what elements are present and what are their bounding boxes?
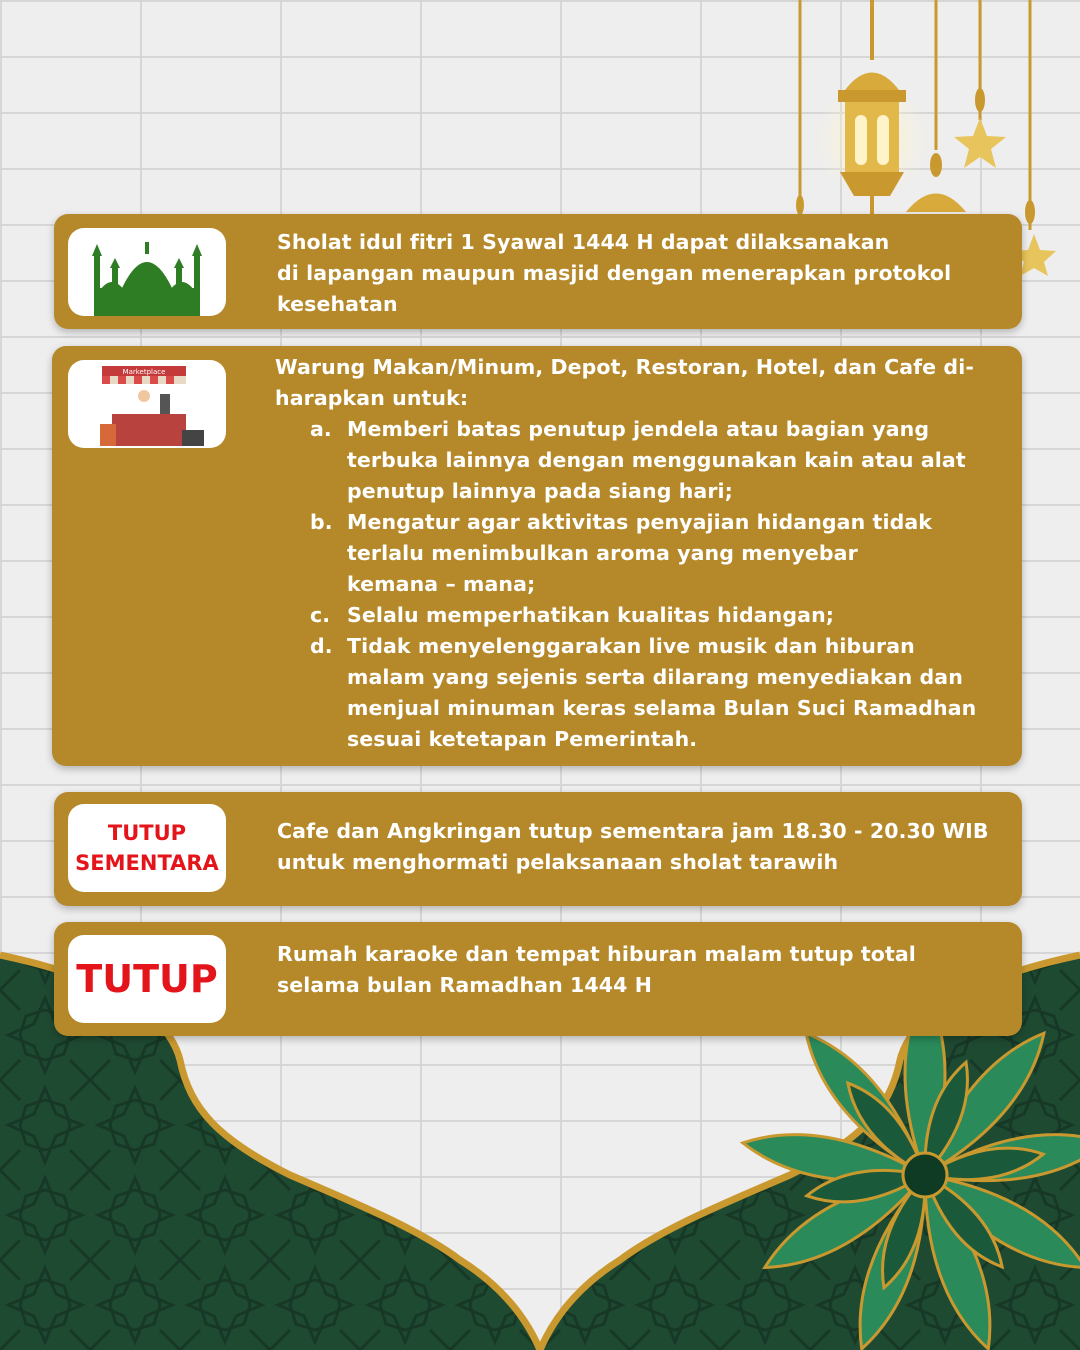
card-2-text — [275, 352, 992, 755]
list-item — [310, 507, 992, 600]
intro-line: harapkan untuk: — [275, 386, 469, 410]
list-marker: d. — [310, 634, 333, 658]
list-marker: a. — [310, 417, 332, 441]
text-line: Sholat idul fitri 1 Syawal 1444 H dapat dilaksanakan — [277, 230, 890, 254]
text-line: Cafe dan Angkringan tutup sementara jam 18.30 - 20.30 WIB — [277, 819, 989, 843]
list-line: Mengatur agar aktivitas penyajian hidangan tidak — [347, 510, 933, 534]
text-line: Rumah karaoke dan tempat hiburan malam tutup total — [277, 942, 916, 966]
list-item — [310, 414, 992, 507]
list-line: sesuai ketetapan Pemerintah. — [347, 727, 698, 751]
info-card-warung — [52, 346, 1022, 766]
text-line: kesehatan — [277, 292, 398, 316]
list-line: Memberi batas penutup jendela atau bagian yang — [347, 417, 930, 441]
list-item — [310, 631, 992, 755]
list-item — [310, 600, 992, 631]
list-line: malam yang sejenis serta dilarang menyediakan dan — [347, 665, 963, 689]
list-line: Selalu memperhatikan kualitas hidangan; — [347, 603, 835, 627]
intro-line: Warung Makan/Minum, Depot, Restoran, Hotel, dan Cafe di- — [275, 355, 974, 379]
list-line: kemana – mana; — [347, 572, 536, 596]
market-stall-badge — [68, 360, 226, 448]
list-line: terlalu menimbulkan aroma yang menyebar — [347, 541, 858, 565]
text-line: selama bulan Ramadhan 1444 H — [277, 973, 652, 997]
info-card-tutup-sementara — [54, 792, 1022, 906]
star-icon — [954, 118, 1006, 168]
badge-line: TUTUP — [107, 821, 187, 845]
stall-sign: Marketplace — [122, 368, 166, 376]
list-marker: c. — [310, 603, 331, 627]
badge-line: TUTUP — [76, 957, 218, 1001]
text-line: untuk menghormati pelaksanaan sholat tarawih — [277, 850, 839, 874]
text-line: di lapangan maupun masjid dengan menerapkan protokol — [277, 261, 952, 285]
mosque-badge — [68, 228, 226, 316]
card-1-text — [277, 227, 992, 320]
info-card-tutup — [54, 922, 1022, 1036]
list-line: terbuka lainnya dengan menggunakan kain atau alat — [347, 448, 966, 472]
info-card-sholat — [54, 214, 1022, 329]
card-3-text — [277, 816, 992, 878]
list-marker: b. — [310, 510, 333, 534]
list-line: menjual minuman keras selama Bulan Suci Ramadhan — [347, 696, 977, 720]
badge-line: SEMENTARA — [75, 851, 219, 875]
mosque-icon — [82, 228, 212, 316]
market-stall-icon — [82, 360, 212, 448]
tutup-badge — [68, 935, 226, 1023]
list-line: penutup lainnya pada siang hari; — [347, 479, 733, 503]
lantern-icon — [814, 0, 930, 220]
tutup-sementara-badge — [68, 804, 226, 892]
list-line: Tidak menyelenggarakan live musik dan hiburan — [347, 634, 915, 658]
card-4-text — [277, 939, 992, 1001]
rules-list — [275, 414, 992, 755]
